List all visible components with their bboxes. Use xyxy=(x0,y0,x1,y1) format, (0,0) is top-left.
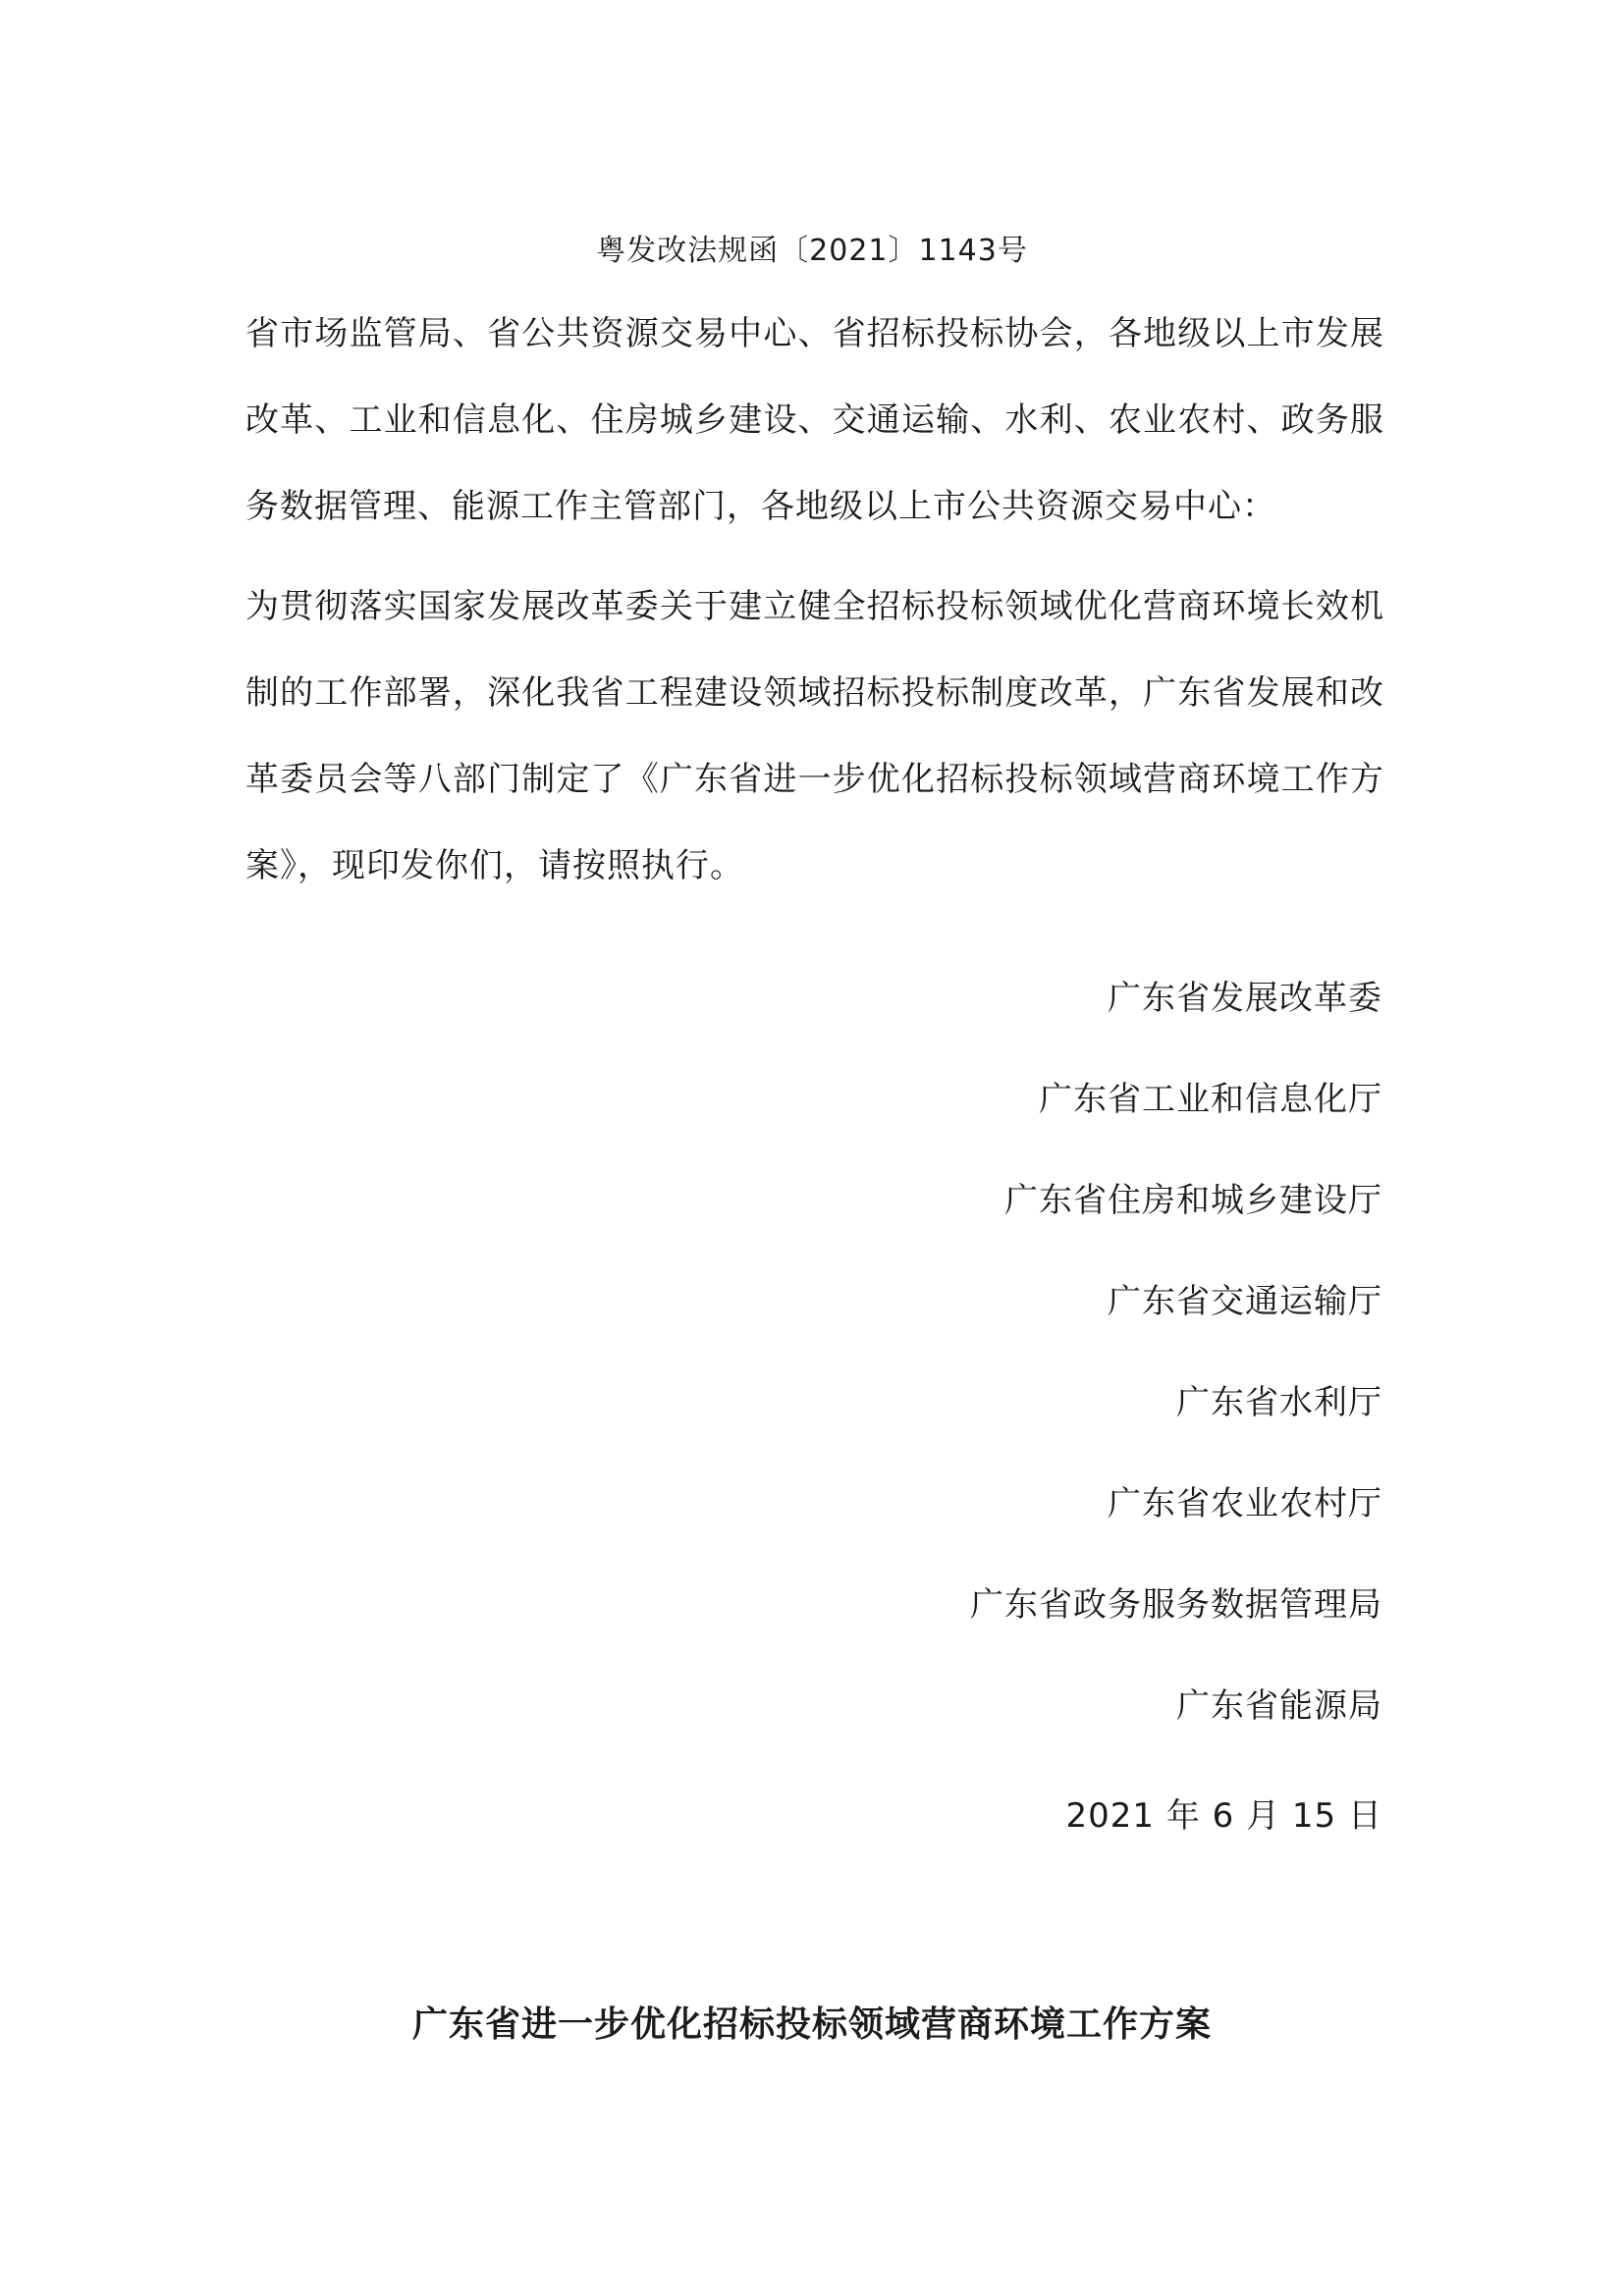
signatory-item: 广东省发展改革委 xyxy=(1108,979,1382,1018)
document-number: 粤发改法规函〔2021〕1143号 xyxy=(596,234,1028,268)
body-paragraph: 为贯彻落实国家发展改革委关于建立健全招标投标领域优化营商环境长效机制的工作部署，深化我省工程建设领域招标投标制度改革，广东省发展和改革委员会等八部门制定了《广东省进一步优化招标投标领域营商环境工作方案》，现印发你们，请按照执行。 xyxy=(245,587,1384,885)
signatory-item: 广东省住房和城乡建设厅 xyxy=(1004,1181,1382,1220)
signatory-item: 广东省工业和信息化厅 xyxy=(1039,1080,1382,1119)
signatory-item: 广东省农业农村厅 xyxy=(1108,1484,1382,1523)
signatory-item: 广东省政务服务数据管理局 xyxy=(970,1585,1382,1625)
signatory-item: 广东省能源局 xyxy=(1176,1686,1382,1726)
signatory-item: 广东省水利厅 xyxy=(1176,1383,1382,1422)
scheme-title: 广东省进一步优化招标投标领域营商环境工作方案 xyxy=(411,2004,1212,2045)
signatory-list xyxy=(970,979,1382,1788)
addressees-paragraph: 省市场监管局、省公共资源交易中心、省招标投标协会，各地级以上市发展改革、工业和信息化、住房城乡建设、交通运输、水利、农业农村、政务服务数据管理、能源工作主管部门，各地级以上市公共资源交易中心： xyxy=(245,314,1384,526)
signatory-item: 广东省交通运输厅 xyxy=(1108,1282,1382,1321)
issue-date: 2021 年 6 月 15 日 xyxy=(1065,1796,1382,1836)
